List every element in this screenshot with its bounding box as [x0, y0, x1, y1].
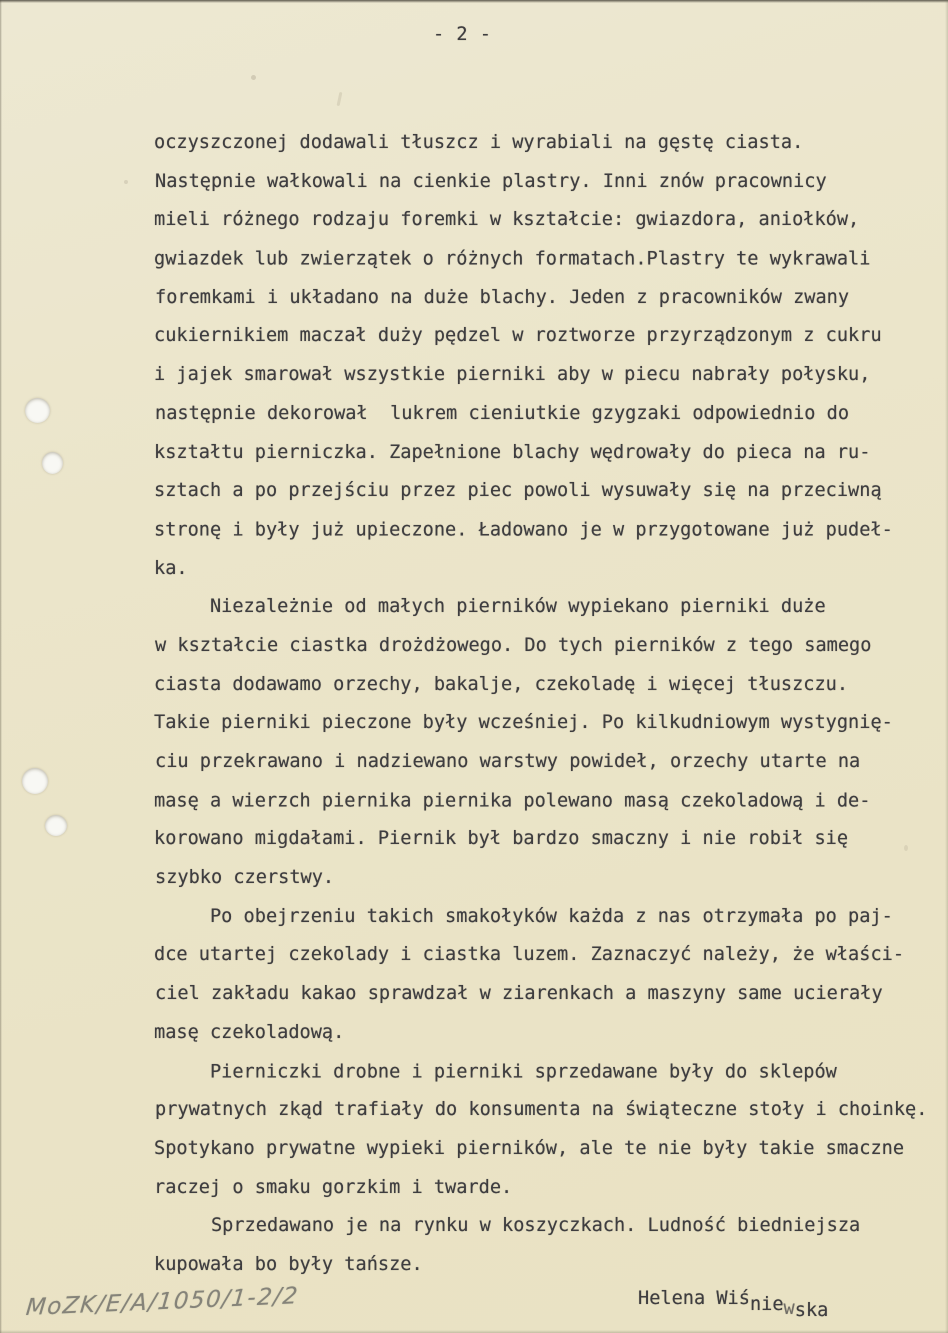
text-line: szybko czerstwy. — [155, 867, 335, 889]
punch-hole — [22, 768, 48, 794]
text-line: kształtu pierniczka. Zapełnione blachy wędrowały do pieca na ru- — [154, 441, 871, 463]
body-text — [154, 124, 948, 1285]
archive-code-handwritten: MoZK/E/A/1050/1-2/2 — [24, 1283, 300, 1322]
paper-speck — [124, 180, 128, 184]
signature-segment: w — [783, 1298, 795, 1319]
text-line: Następnie wałkowali na cienkie plastry. Inni znów pracownicy — [155, 170, 827, 192]
text-line: kupowała bo były tańsze. — [154, 1253, 423, 1275]
punch-hole — [25, 398, 50, 423]
text-line: oczyszczonej dodawali tłuszcz i wyrabiali na gęstę ciasta. — [154, 132, 804, 153]
text-line: Po obejrzeniu takich smakołyków każda z nas otrzymała po paj- — [154, 905, 893, 927]
text-line: ka. — [154, 557, 188, 579]
page-number: - 2 - — [433, 24, 492, 45]
text-line: mieli różnego rodzaju foremki w kształcie: gwiazdora, aniołków, — [154, 209, 860, 231]
text-line: i jajek smarował wszystkie pierniki aby w piecu nabrały połysku, — [154, 364, 871, 386]
signature — [638, 1288, 829, 1321]
signature-segment: ska — [794, 1300, 829, 1321]
signature-segment: nie — [749, 1294, 784, 1315]
text-line: w kształcie ciastka drożdżowego. Do tych pierników z tego samego — [155, 634, 872, 656]
text-line: stronę i były już upieczone. Ładowano je w przygotowane już pudeł- — [154, 519, 893, 541]
text-line: ciu przekrawano i nadziewano warstwy powideł, orzechy utarte na — [155, 751, 861, 772]
text-line: Sprzedawano je na rynku w koszyczkach. Ludność biedniejsza — [155, 1215, 861, 1237]
text-line: dce utartej czekolady i ciastka luzem. Zaznaczyć należy, że właści- — [154, 944, 905, 966]
text-line: raczej o smaku gorzkim i twarde. — [154, 1176, 513, 1198]
text-line: cukiernikiem maczał duży pędzel w roztworze przyrządzonym z cukru — [154, 325, 882, 347]
text-line: prywatnych zkąd trafiały do konsumenta na świąteczne stoły i choinkę. — [155, 1099, 928, 1121]
text-line: ciel zakładu kakao sprawdzał w ziarenkach a maszyny same ucierały — [155, 983, 883, 1005]
paper-speck — [251, 75, 256, 80]
text-line: korowano migdałami. Piernik był bardzo smaczny i nie robił się — [154, 828, 849, 850]
text-line: Takie pierniki pieczone były wcześniej. Po kilkudniowym wystygnię- — [154, 712, 893, 734]
text-line: masę czekoladową. — [154, 1021, 345, 1043]
text-line: ciasta dodawamo orzechy, bakalje, czekoladę i więcej tłuszczu. — [154, 673, 849, 695]
punch-hole — [45, 815, 67, 836]
scan-edge-top — [0, 0, 948, 3]
text-line: Spotykano prywatne wypieki pierników, ale te nie były takie smaczne — [154, 1137, 905, 1159]
signature-segment: Helena Wiś — [638, 1288, 750, 1309]
text-line: Niezależnie od małych pierników wypiekano pierniki duże — [154, 596, 826, 618]
punch-hole — [42, 452, 63, 474]
paper-speck — [337, 92, 343, 106]
text-line: gwiazdek lub zwierzątek o różnych formatach.Plastry te wykrawali — [154, 248, 871, 270]
text-line: sztach a po przejściu przez piec powoli wysuwały się na przeciwną — [154, 480, 882, 502]
text-line: masę a wierzch piernika piernika polewano masą czekoladową i de- — [154, 790, 871, 812]
text-line: następnie dekorował lukrem cieniutkie gzygzaki odpowiednio do — [155, 402, 850, 424]
text-line: Pierniczki drobne i pierniki sprzedawane były do sklepów — [154, 1061, 837, 1082]
text-line: foremkami i układano na duże blachy. Jeden z pracowników zwany — [155, 286, 850, 308]
scan-edge-left — [0, 0, 2, 1333]
